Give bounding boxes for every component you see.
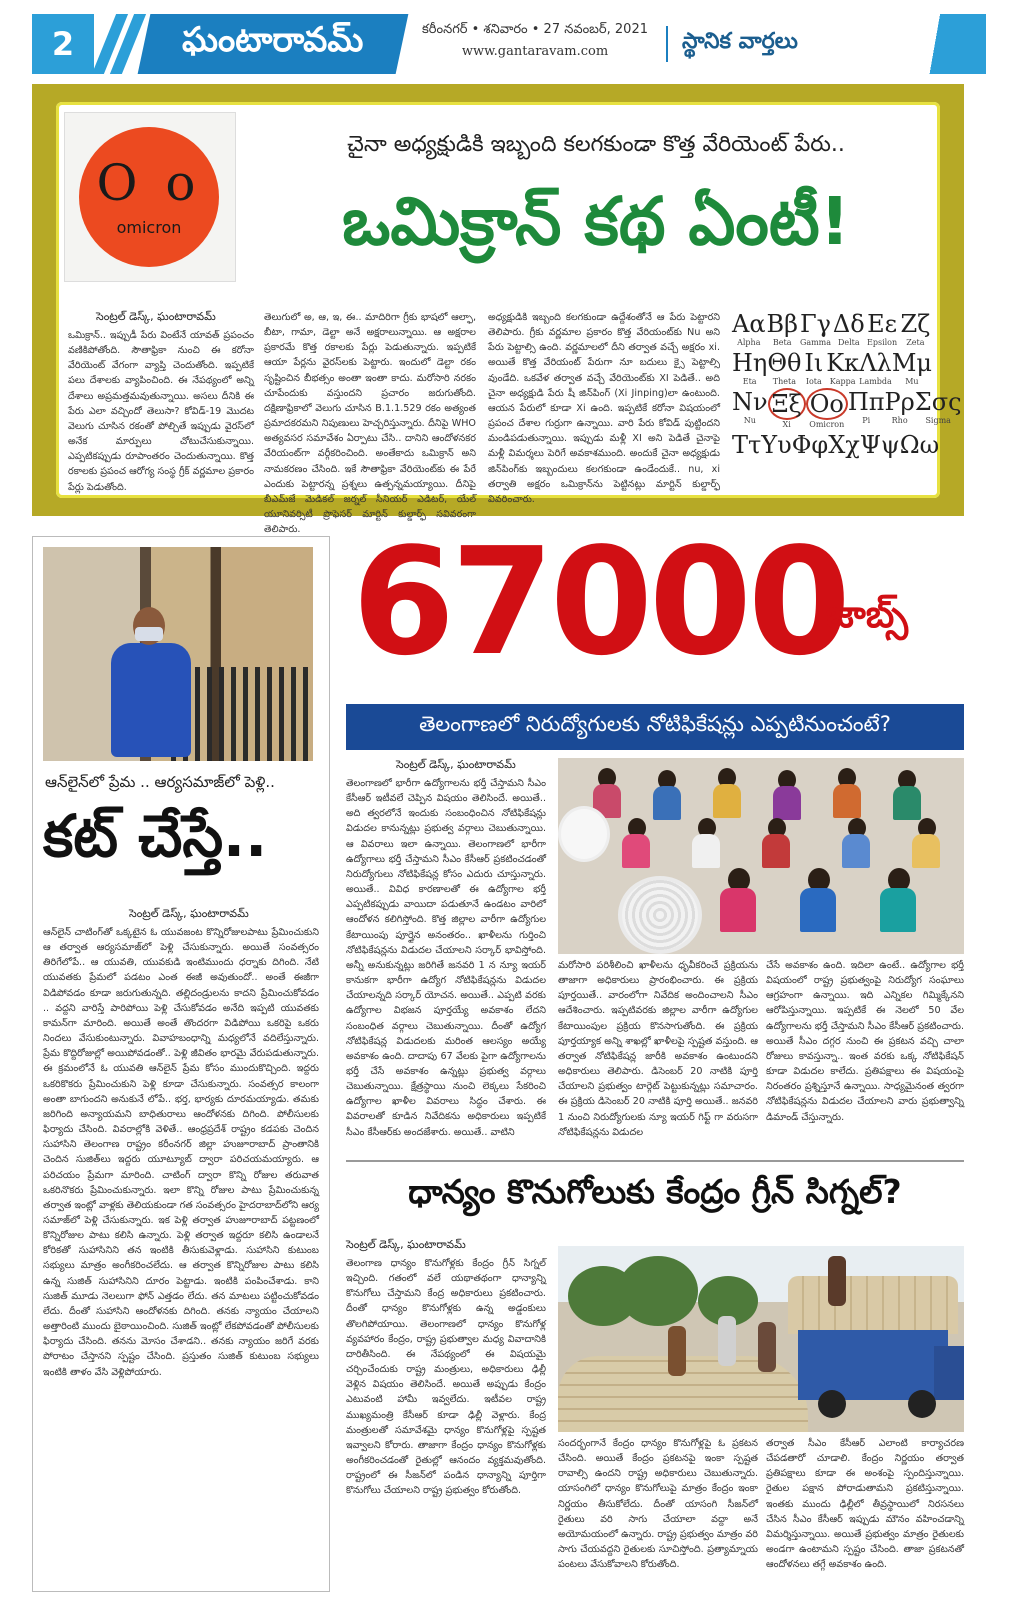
greek-glyph: Ωω [899, 431, 940, 459]
greek-glyph: Ββ [766, 310, 798, 338]
article-text: ఒమిక్రాన్.. ఇప్పుడీ పేరు వింటేనే యావత్ ప్రపంచం వణికిపోతోంది. సౌతాఫ్రికా నుంచి ఈ కరోనా వేరియెంట్ వేగంగా వ్యాప్తి చెందుతోంది. ఇప్పటికే పలు దేశాలకు వ్యాపించింది. ఈ నేపథ్యంలో అన్ని దేశాలు అప్రమత్తమవుతున్నాయి. అసలు దీనికి ఈ పేరు ఎలా వచ్చిందో తెలుసా? కోవిడ్-19 మొదట వెలుగు చూసిన రకంతో పోల్చితే ఇప్పుడు వైరస్‌లో అనేక మార్పులు చోటుచేసుకున్నాయి. ఎప్పటికప్పుడు రూపాంతరం చెందుతున్నాయి. కొత్త రకాలకు ప్రపంచ ఆరోగ్య సంస్థ గ్రీక్ వర్ణమాల ప్రకారం పేర్లు పెడుతోంది. [68, 330, 254, 493]
omicron-column-2 [264, 310, 476, 536]
greek-letter-name: Zeta [906, 338, 925, 347]
omicron-logo-letters: O o [96, 153, 202, 212]
fan-icon [618, 876, 702, 954]
greek-letter [732, 388, 768, 429]
greek-letter [761, 431, 791, 459]
greek-row [732, 310, 932, 347]
greek-letter-name: Rho [891, 416, 908, 425]
greek-glyph: Δδ [832, 310, 865, 338]
greek-letter-name: Alpha [737, 338, 761, 347]
woman-sitting-photo [43, 547, 313, 761]
greek-letter [892, 349, 932, 386]
byline: సెంట్రల్ డెస్క్, ఘంటారావమ్ [129, 907, 249, 920]
greek-letter-name: Iota [805, 377, 822, 386]
article-text: ఆన్‌లైన్ చాటింగ్‌తో ఒక్కటైన ఓ యువజంట కొన్నిరోజులపాటు ప్రేమించుకుని ఆ తర్వాత ఆర్యసమాజ్‌లో పెళ్లి చేసుకున్నారు. అయితే సంవత్సరం తిరిగేలోపే.. ఆ యువతి, యువకుడి ఇంటిముందు ధర్నాకు దిగింది. నేటి యువతకు ప్రేమలో పడటం ఎంత ఈజీ అవుతుందో.. అంతే ఈజీగా విడిపోవడం కూడా జరుగుతున్నది. తల్లిదండ్రులను కాదని ప్రేమించుకోవడం .. వద్దని వారిస్తే పారిపోయి పెళ్లి చేసుకోవడం అనేది ఇప్పటి యువతకు కామన్‌గా మారింది. అయితే అంతే తొందరగా విడిపోయి ఒకరిపై ఒకరు నిందలు వేసుకుంటున్నారు. వివాహబంధాన్ని మధ్యలోనే వదిలేస్తున్నారు. ప్రేమ కొద్దిరోజుల్లో అయిపోవడంతో.. పెళ్లి జీవితం భారమై వేరుపడుతున్నారు. ఈ క్రమంలోనే ఓ యువతి ఆన్‌లైన్ ప్రేమ కోసం ముందుకొచ్చింది. ఇద్దరు ఒకరికొకరు ప్రేమించుకుని పెళ్లి కూడా చేసుకున్నారు. సంవత్సర కాలంగా అంతా బాగుందని అనుకునే లోపే.. భర్త, భార్యకు దూరమయ్యాడు. తమకు జరిగింది అన్యాయమని బాధితురాలు ఆందోళనకు దిగింది. పోలీసులకు ఫిర్యాదు చేసింది. వివరాల్లోకి వెళితే.. ఆంధ్రప్రదేశ్ రాష్ట్రం కడపకు చెందిన సుహాసిని తెలంగాణ రాష్ట్రం కరీంనగర్ జిల్లా హుజూరాబాద్ ప్రాంతానికి చెందిన సుజిత్‌లు ఇద్దరు యూట్యూబ్ ద్వారా పరిచయమయ్యారు. ఆ పరిచయం ప్రేమగా మారింది. చాటింగ్ ద్వారా కొన్ని రోజుల తరువాత ఒకరినొకరు ప్రేమించుకున్నారు. ఇలా కొన్ని రోజుల పాటు ప్రేమించుకున్న తర్వాత ఇంట్లో వాళ్లకు తెలియకుండా గత సంవత్సరం హైదరాబాద్‌లోని ఆర్య సమాజ్‌లో పెళ్లి చేసుకున్నారు. ఇక పెళ్లి తర్వాత హుజూరాబాద్ పట్టణంలో కొన్నిరోజుల పాటు కలిసి ఉన్నారు. పెళ్లి తర్వాత ఇద్దరూ కలిసి ఉండాలనే కోరికతో సుహాసినిని తన ఇంటికి తీసుకువెళ్లాడు. సుహాసిని కుటుంబ సభ్యులు మాత్రం అంగీకరించలేదు. ఆ తర్వాత కొన్నిరోజుల పాటు కలిసి ఉన్న సుజిత్ సుహాసినిని దూరం పెట్టాడు. ఇంటికి పంపించేశాడు. కాని సుజిత్ మూడు నెలలుగా ఫోన్ ఎత్తడం లేదు. తన మాటలు పట్టించుకోవడం లేదు. దీంతో సుహాసిని ఆందోళనకు దిగింది. తనకు న్యాయం చేయాలని అత్తారింటి ముందు బైఠాయించింది. సుజిత్ ఇంట్లో లేకపోవడంతో పోలీసులకు ఫిర్యాదు చేసింది. తనను మోసం చేశాడని.. తనకు న్యాయం జరిగే వరకు పోరాటం చేస్తానని స్పష్టం చేసింది. ప్రస్తుతం సుజిత్ కుటుంబ సభ్యులు ఇంటికి తాళం వేసి వెళ్లిపోయారు. [43, 927, 319, 1378]
greek-letter [832, 310, 865, 347]
woman-body [111, 643, 191, 757]
love-story-box [32, 536, 330, 1592]
greek-letter [848, 388, 885, 429]
greek-letter [806, 388, 848, 429]
greek-letter-name: Eta [742, 377, 757, 386]
greek-letter [900, 431, 939, 459]
greek-letter-name: Epsilon [867, 338, 898, 347]
greek-letter-name: Sigma [925, 416, 951, 425]
greek-glyph: Εε [867, 310, 898, 338]
omicron-circle [79, 127, 219, 267]
greek-letter [732, 310, 766, 347]
greek-letter [768, 388, 806, 429]
love-story-kicker: ఆన్‌లైన్‌లో ప్రేమ .. ఆర్యసమాజ్‌లో పెళ్లి.. [45, 773, 275, 791]
greek-glyph: Ξξ [768, 388, 806, 420]
masthead [32, 14, 986, 74]
greek-glyph: Μμ [891, 349, 932, 377]
omicron-logo-image [64, 112, 236, 282]
greek-row [732, 388, 962, 429]
article-text: అధ్యక్షుడికి ఇబ్బంది కలగకుండా ఉద్దేశంతోనే ఆ పేరు పెట్టారని తెలిపారు. గ్రీకు వర్ణమాల ప్రకారం కొత్త వేరియంట్‌కు Nu అని పేరు పెట్టాల్సి ఉంది. వర్ణమాలలో దీని తర్వాత వచ్చే అక్షరం xi. అయితే కొత్త వేరియంట్ పేరుగా నూ బదులు క్సై పెట్టాల్సి వుండేది. ఒకవేళ తర్వాత వచ్చే వేరియెంట్‌కు XI పెడితే.. అది చైనా అధ్యక్షుడి పేరు షీ జిన్‌పింగ్ (Xi Jinping)లా ఉంటుంది. ఆయన పేరులో కూడా Xi ఉంది. ఇప్పటికే కరోనా విషయంలో ప్రపంచ దేశాల గుర్రుగా ఉన్నాయి. వారి పేరు కోవిడ్ పుట్టిందని మండిపడుతున్నాయి. ఇప్పుడు మళ్లీ XI అని పెడితే చైనాపై మళ్లీ విమర్శలు పెరిగే అవకాశముంది. అందుకే చైనా అధ్యక్షుడు జిన్‌పింగ్‌కు ఇబ్బందులు కలగకుండా ఉండేందుకే.. nu, xi తర్వాతి అక్షరం ఒమిక్రాన్‌ను పెట్టినట్లు మార్టిన్ కుల్డార్ఫ్ వివరించారు. [488, 312, 720, 505]
greek-glyph: Ψψ [859, 431, 900, 459]
greek-glyph: Χχ [828, 431, 860, 459]
greek-letter [732, 431, 761, 459]
love-story-headline[interactable]: కట్ చేస్తే.. [43, 802, 268, 870]
greek-glyph: Φφ [791, 431, 829, 459]
greek-letter [792, 431, 828, 459]
greek-letter-name: Beta [772, 338, 792, 347]
greek-row [732, 349, 932, 386]
greek-letter-name: Xi [782, 420, 791, 429]
omicron-feature-frame [32, 84, 964, 536]
greek-letter [767, 349, 801, 386]
greek-glyph: Σσς [914, 388, 962, 416]
article-text: చేసే అవకాశం ఉంది. ఇదిలా ఉంటే.. ఉద్యోగాల భర్తీ విషయంలో రాష్ట్ర ప్రభుత్వంపై నిరుద్యోగ సంఘాలు ఆగ్రహంగా ఉన్నాయి. ఇది ఎన్నికల గిమ్మిక్కేనని ఆరోపిస్తున్నాయి. ఇప్పటికే ఈ నెలలో 50 వేల ఉద్యోగాలను భర్తీ చేస్తామని సీఎం కేసీఆర్ ప్రకటించారు. అయితే సీఎం దగ్గర నుంచి ఈ ప్రకటన వచ్చి చాలా రోజులు కావస్తున్నా.. ఇంత వరకు ఒక్క నోటిఫికేషన్ కూడా విడుదల కాలేదు. ప్రతిపక్షాలు ఈ విషయంపై నిరంతరం ప్రశ్నిస్తూనే ఉన్నాయి. సాధ్యమైనంత త్వరగా నోటిఫికేషన్లను విడుదల చేయాలని వారు ప్రభుత్వాన్ని డిమాండ్ చేస్తున్నారు. [766, 960, 964, 1123]
greek-letter [860, 431, 900, 459]
omicron-logo-word: omicron [116, 217, 182, 237]
greek-letter-name: Nu [743, 416, 756, 425]
jobs-headline-word: జాబ్స్ [826, 592, 909, 636]
article-text: సందర్భంగానే కేంద్రం ధాన్యం కొనుగోళ్లపై ఓ ప్రకటన చేసింది. అయితే కేంద్రం ప్రకటనపై ఇంకా స్పష్టత రావాల్సి ఉందని రాష్ట్ర అధికారులు చెబుతున్నారు. యాసంగిలో ధాన్యం కొనుగోలుపై మాత్రం కేంద్రం ఇంకా నిర్ణయం తీసుకోలేదు. దీంతో యాసంగి సీజన్‌లో రైతులు వరి సాగు చేయాలా వద్దా అనే అయోమయంలో ఉన్నారు. రాష్ట్ర ప్రభుత్వం మాత్రం వరి సాగు చేయవద్దని రైతులకు సూచిస్తోంది. ప్రత్యామ్నాయ పంటలు వేసుకోవాలని కోరుతోంది. [558, 1438, 758, 1571]
greek-letter [859, 349, 892, 386]
greek-letter [915, 388, 962, 429]
omicron-headline[interactable]: ఒమిక్రాన్ కథ ఏంటీ! [342, 183, 850, 260]
greek-alphabet-chart [732, 310, 962, 490]
omicron-feature [56, 102, 962, 536]
article-text: తెలుగులో అ, ఆ, ఇ, ఈ.. మాదిరిగా గ్రీకు భాషలో ఆల్ఫా, బీటా, గామా, డెల్టా అనే అక్షరాలున్నాయి. ఆ అక్షరాల ప్రకారమే కొత్త రకాలకు పేర్లు పెడుతున్నారు. ఇప్పటికే ఆయా పేర్లను వైరస్‌లకు పెట్టారు. ఇందులో డెల్టా రకం సృష్టించిన బీభత్సం అంతా ఇంతా కాదు. మరోసారి నరకం చూపేందుకు వస్తుందని ప్రచారం జరుగుతోంది. దక్షిణాఫ్రికాలో వెలుగు చూసిన B.1.1.529 రకం అత్యంత ప్రమాదకరమని నిపుణులు హెచ్చరిస్తున్నారు. దీనిపై WHO అత్యవసర సమావేశం ఏర్పాటు చేసి.. దానిని ఆందోళనకర వేరియంట్‌గా వర్గీకరించింది. అంతేకాదు ఒమిక్రాన్ అని నామకరణం చేసింది. ఇకే సౌతాఫ్రికా వేరియెంట్‌కు ఈ పేరే ఎందుకు పెట్టారన్న ప్రశ్నలు ఉత్పన్నమయ్యాయి. దీనిపై బీఎమ్‌జే మెడికల్ జర్నల్ సీనియర్ ఎడిటర్, యేల్ యూనివర్సిటీ ప్రొఫెసర్ మార్టిన్ కుల్డార్ఫ్ సవివరంగా తెలిపారు. [264, 312, 476, 536]
article-text: తర్వాత సీఎం కేసీఆర్ ఎలాంటి కార్యాచరణ చేపడతారో చూడాలి. కేంద్రం నిర్ణయం తర్వాత ప్రతిపక్షాలు కూడా ఈ అంశంపై స్పందిస్తున్నాయి. రైతుల పక్షాన పోరాడుతామని ప్రకటిస్తున్నాయి. ఇంతకు ముందు ఢిల్లీలో తీవ్రస్థాయిలో నిరసనలు చేసిన సీఎం కేసీఆర్ ఇప్పుడు మౌనం వహించడాన్ని విమర్శిస్తున్నాయి. అయితే ప్రభుత్వం మాత్రం రైతులకు అండగా ఉంటామని స్పష్టం చేసింది. తాజా ప్రకటనతో ఆందోళనలు తగ్గే అవకాశం ఉంది. [766, 1438, 964, 1571]
greek-letter-name: Kappa [829, 377, 856, 386]
greek-letter [865, 310, 898, 347]
greek-glyph: Λλ [859, 349, 892, 377]
greek-letter [885, 388, 915, 429]
newspaper-logo [138, 14, 409, 74]
greek-letter-name: Delta [837, 338, 860, 347]
greek-glyph: Νν [732, 388, 768, 416]
greek-letter [732, 349, 767, 386]
greek-glyph: Γγ [799, 310, 831, 338]
greek-letter-name: Pi [862, 416, 871, 425]
woman-figure [103, 607, 193, 757]
greek-glyph: Ττ [732, 431, 762, 459]
greek-glyph: Κκ [826, 349, 860, 377]
page-number: 2 [32, 14, 94, 74]
greek-glyph: Ιι [804, 349, 824, 377]
masthead-tail [926, 14, 986, 74]
jobs-subheadline: తెలంగాణలో నిరుద్యోగులకు నోటిఫికేషన్లు ఎప్పటినుంచంటే? [346, 704, 964, 750]
byline: సెంట్రల్ డెస్క్, ఘంటారావమ్ [396, 758, 516, 771]
masthead-divider [666, 26, 668, 62]
greek-letter [766, 310, 799, 347]
section-name: స్థానిక వార్తలు [682, 29, 798, 54]
byline: సెంట్రల్ డెస్క్, ఘంటారావమ్ [346, 1238, 466, 1251]
article-text: తెలంగాణలో భారీగా ఉద్యోగాలను భర్తీ చేస్తామని సీఎం కేసీఆర్ ఇటీవలే చెప్పిన విషయం తెలిసిందే. అయితే.. అది త్వరలోనే ఇందుకు సంబంధించిన నోటిఫికేషన్లు విడుదల కానున్నట్లు ప్రభుత్వ వర్గాలు చెబుతున్నాయి. ఆ వివరాలు ఇలా ఉన్నాయి. తెలంగాణలో భారీగా ఉద్యోగాలు భర్తీ చేస్తామని సీఎం కేసీఆర్ ప్రకటించడంతో నిరుద్యోగులు నోటిఫికేషన్ల కోసం ఎదురు చూస్తున్నారు. అయితే.. వివిధ కారణాలతో ఈ ఉద్యోగాల భర్తీ ఎప్పటికప్పుడు వాయిదా పడుతూనే ఉండటం వారిలో ఆందోళన కలిగిస్తోంది. కొత్త జిల్లాల వారీగా ఉద్యోగుల కేటాయింపు పూర్తైన అనంతరం.. ఖాళీలను గుర్తించి నోటిఫికేషన్లను విడుదల చేయాలని సర్కార్ భావిస్తోంది. అన్నీ అనుకున్నట్లు జరిగితే జనవరి 1 న న్యూ ఇయర్ కానుకగా భారీగా ఉద్యోగ నోటిఫికేషన్లను విడుదల చేయాలన్నది సర్కార్ యోచన. అయితే.. ఎప్పటి వరకు ఉద్యోగాల విభజన పూర్తయ్యే అవకాశం లేదని సంబంధిత వర్గాలు చెబుతున్నాయి. దీంతో ఉద్యోగ నోటిఫికేషన్ల విడుదలకు మరింత ఆలస్యం అయ్యే అవకాశం ఉంది. దాదాపు 67 వేలకు పైగా ఉద్యోగాలను భర్తీ చేసే అవకాశం ఉన్నట్లు ప్రభుత్వ వర్గాలు చెబుతున్నాయి. క్షేత్రస్థాయి నుంచి లెక్కలు సేకరించి ఉద్యోగాల ఖాళీల వివరాలు సిద్ధం చేశారు. ఈ వివరాలతో కూడిన నివేదికను అధికారులు ఇప్పటికే సీఎం కేసీఆర్‌కు అందజేశారు. అయితే.. వాటిని [346, 778, 546, 1138]
omicron-column-1 [68, 310, 254, 493]
greek-letter-name: Lambda [859, 377, 892, 386]
greek-glyph: Ζζ [900, 310, 931, 338]
greek-glyph: Ηη [732, 349, 768, 377]
greek-letter-name: Mu [905, 377, 919, 386]
byline: సెంట్రల్ డెస్క్, ఘంటారావమ్ [96, 310, 216, 323]
greek-letter [799, 310, 832, 347]
face-mask [135, 627, 163, 641]
omicron-kicker: చైనా అధ్యక్షుడికి ఇబ్బంది కలగకుండా కొత్త వేరియెంట్ పేరు.. [347, 132, 845, 157]
greek-letter [801, 349, 826, 386]
website-link[interactable]: www.gantaravam.com [461, 44, 609, 59]
grain-headline[interactable]: ధాన్యం కొనుగోలుకు కేంద్రం గ్రీన్ సిగ్నల్? [408, 1172, 902, 1211]
newspaper-name: ఘంటారావమ్ [182, 20, 364, 60]
greek-glyph: Υυ [761, 431, 792, 459]
dateline: కరీంనగర్ • శనివారం • 27 నవంబర్, 2021 [421, 22, 648, 37]
greek-glyph: Οο [806, 388, 848, 420]
greek-letter [899, 310, 932, 347]
exam-hall-photo [558, 758, 964, 954]
greek-glyph: Ρρ [884, 388, 915, 416]
greek-glyph: Θθ [767, 349, 802, 377]
grain-loading-photo [558, 1246, 964, 1432]
fan-icon [558, 806, 610, 862]
greek-letter-name: Theta [772, 377, 796, 386]
masthead-meta [410, 22, 660, 59]
loaded-bags [788, 1276, 958, 1334]
greek-row [732, 431, 940, 459]
greek-letter-name: Gamma [799, 338, 832, 347]
greek-letter [828, 431, 860, 459]
greek-letter-name: Omicron [809, 420, 845, 429]
omicron-column-3 [488, 310, 720, 505]
greek-letter [826, 349, 859, 386]
jobs-headline-number[interactable]: 67000 [352, 516, 847, 688]
article-text: తెలంగాణ ధాన్యం కొనుగోళ్లకు కేంద్రం గ్రీన్ సిగ్నల్ ఇచ్చింది. గతంలో వలే యథాతథంగా ధాన్యాన్ని కొనుగోలు చేస్తామని కేంద్ర అధికారులు ప్రకటించారు. దీంతో ధాన్యం కొనుగోళ్లకు ఉన్న అడ్డంకులు తొలగిపోయాయి. తెలంగాణలో ధాన్యం కొనుగోళ్ల వ్యవహారం కేంద్రం, రాష్ట్ర ప్రభుత్వాల మధ్య వివాదానికి దారితీసింది. ఈ నేపథ్యంలో ఈ విషయమై చర్చించేందుకు రాష్ట్ర మంత్రులు, అధికారులు ఢిల్లీ వెళ్లిన విషయం తెలిసిందే. అయితే అప్పుడు కేంద్రం ఎటువంటి హామీ ఇవ్వలేదు. ఇటీవల రాష్ట్ర ముఖ్యమంత్రి కేసీఆర్ కూడా ఢిల్లీ వెళ్లారు. కేంద్ర మంత్రులతో సమావేశమై ధాన్యం కొనుగోళ్లపై స్పష్టత ఇవ్వాలని కోరారు. తాజాగా కేంద్రం ధాన్యం కొనుగోళ్లకు అంగీకరించడంతో రైతుల్లో ఆనందం వ్యక్తమవుతోంది. రాష్ట్రంలో ఈ సీజన్‌లో పండిన ధాన్యాన్ని పూర్తిగా కొనుగోలు చేయాలని రాష్ట్ర ప్రభుత్వం కోరుతోంది. [346, 1258, 546, 1497]
section-divider [346, 1160, 964, 1162]
greek-glyph: Ππ [847, 388, 885, 416]
greek-glyph: Αα [732, 310, 766, 338]
article-text: మరోసారి పరిశీలించి ఖాళీలను ధృవీకరించే ప్రక్రియను తాజాగా అధికారులు ప్రారంభించారు. ఈ ప్రక్రియ పూర్తయితే.. వారంలోగా నివేదిక అందించాలని సీఎం ఆదేశించారు. ఇప్పటివరకు జిల్లాల వారీగా ఉద్యోగుల కేటాయింపుల ప్రక్రియ కొనసాగుతోంది. ఈ ప్రక్రియ పూర్తయ్యాక అన్ని శాఖల్లో ఖాళీలపై స్పష్టత వస్తుంది. ఆ తర్వాత నోటిఫికేషన్ల జారీకి అవకాశం ఉంటుందని అధికారులు తెలిపారు. డిసెంబర్ 20 నాటికి పూర్తి చేయాలని ప్రభుత్వం టార్గెట్ పెట్టుకున్నట్లు సమాచారం. ఈ ప్రక్రియ డిసెంబర్ 20 నాటికి పూర్తి అయితే.. జనవరి 1 నుంచి నిరుద్యోగులకు న్యూ ఇయర్ గిఫ్ట్ గా వరుసగా నోటిఫికేషన్లను విడుదల [558, 960, 758, 1138]
